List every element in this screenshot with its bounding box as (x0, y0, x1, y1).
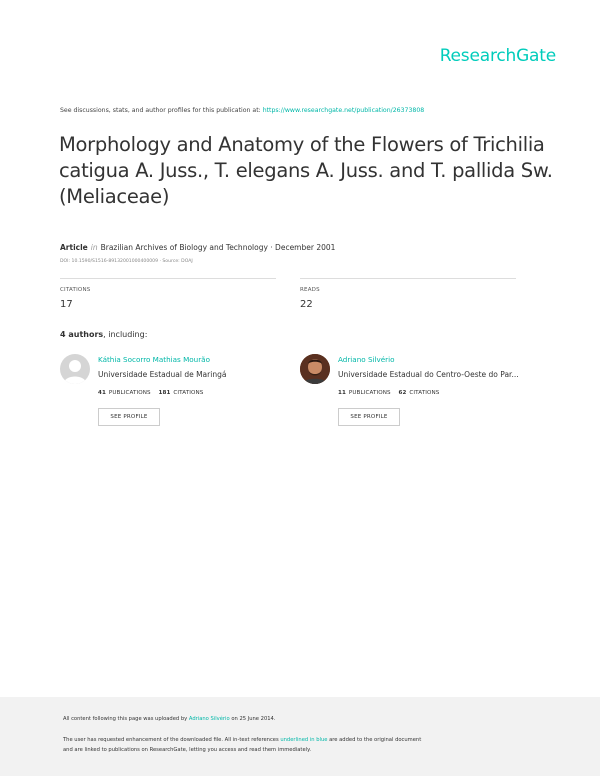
upload-notice (63, 716, 276, 722)
author-stats (338, 390, 439, 396)
divider-reads (300, 278, 516, 279)
notice-prefix: The user has requested enhancement of the downloaded file. All in-text references (63, 737, 281, 743)
underlined-link[interactable]: underlined in blue (280, 737, 328, 743)
author-name[interactable]: Adriano Silvério (338, 355, 395, 364)
enhancement-notice-line2: and are linked to publications on ResearchGate, letting you access and read them immediately. (63, 747, 312, 753)
notice-suffix: are added to the original document (327, 737, 422, 743)
author-stats (98, 390, 203, 396)
default-avatar-icon[interactable] (60, 354, 90, 384)
meta-in: in (90, 243, 98, 252)
citations-count: 17 (60, 299, 73, 310)
footer (0, 697, 600, 776)
authors-heading (60, 330, 147, 339)
see-profile-button[interactable]: SEE PROFILE (338, 408, 400, 426)
citations-label: CITATIONS (60, 287, 91, 293)
uploader-link[interactable]: Adriano Silvério (188, 716, 230, 722)
divider-citations (60, 278, 276, 279)
discussion-line (60, 107, 424, 114)
researchgate-logo[interactable]: ResearchGate (439, 46, 556, 66)
author-photo-avatar[interactable] (300, 354, 330, 384)
see-profile-button[interactable]: SEE PROFILE (98, 408, 160, 426)
author-citations-label: CITATIONS (173, 390, 204, 396)
author-publications-label: PUBLICATIONS (108, 390, 151, 396)
author-publications-count: 41 (98, 390, 106, 396)
publication-title: Morphology and Anatomy of the Flowers of Trichilia catigua A. Juss., T. elegans A. Juss. and T. pallida Sw. (Meliaceae) (59, 133, 553, 208)
author-institution: Universidade Estadual de Maringá (98, 370, 227, 379)
author-citations-count: 181 (158, 390, 171, 396)
upload-suffix: on 25 June 2014. (229, 716, 276, 722)
publication-meta (60, 243, 335, 252)
doi-line: DOI: 10.1590/S1516-89132001000400009 · Source: DOAJ (60, 259, 193, 264)
enhancement-notice (63, 737, 421, 743)
reads-count: 22 (300, 299, 313, 310)
authors-count: 4 authors (60, 330, 104, 339)
author-citations-label: CITATIONS (409, 390, 440, 396)
discussion-text: See discussions, stats, and author profiles for this publication at: (60, 107, 263, 114)
author-name[interactable]: Káthia Socorro Mathias Mourão (98, 355, 210, 364)
author-institution: Universidade Estadual do Centro-Oeste do Par... (338, 370, 519, 379)
author-publications-label: PUBLICATIONS (348, 390, 391, 396)
author-citations-count: 62 (398, 390, 407, 396)
journal-details: Brazilian Archives of Biology and Technology · December 2001 (100, 243, 336, 252)
reads-label: READS (300, 287, 320, 293)
publication-link[interactable]: https://www.researchgate.net/publication/26373808 (262, 107, 425, 114)
authors-suffix: , including: (103, 330, 148, 339)
upload-prefix: All content following this page was uploaded by (63, 716, 189, 722)
publication-type: Article (60, 243, 88, 252)
author-publications-count: 11 (338, 390, 346, 396)
